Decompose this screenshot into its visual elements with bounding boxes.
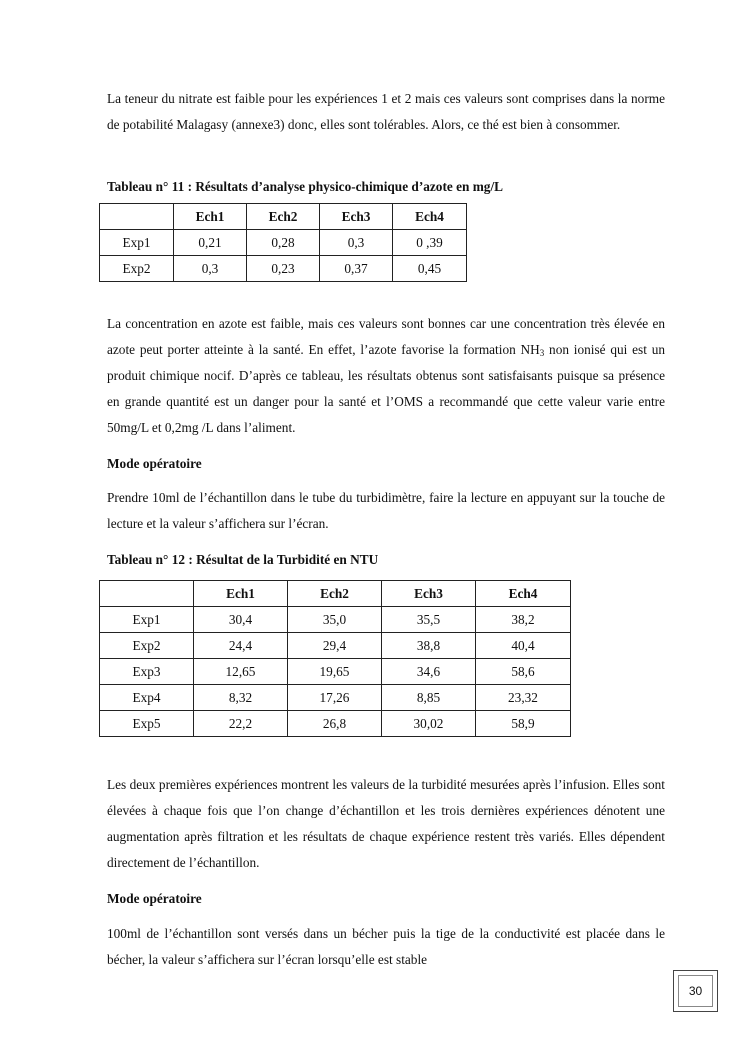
table-cell: 24,4 [194,633,288,659]
table-11-header-ech1: Ech1 [174,204,247,230]
table-cell: 40,4 [476,633,571,659]
table-row [100,633,571,659]
table-cell: 17,26 [288,685,382,711]
table-cell: 22,2 [194,711,288,737]
table-11-azote [99,203,467,282]
table-12-turbidite [99,580,571,737]
paragraph-conductivite: 100ml de l’échantillon sont versés dans un bécher puis la tige de la conductivité est placée dans le bécher, la valeur s’affichera sur l’écran lorsqu’elle est stable [107,926,665,967]
table-cell: Exp2 [100,633,194,659]
table-12-header-row [100,581,571,607]
table-cell: 38,8 [382,633,476,659]
table-cell: 34,6 [382,659,476,685]
nh3-subscript: 3 [539,348,545,358]
table-cell: 0,21 [174,230,247,256]
table-cell: 35,5 [382,607,476,633]
table-11-header-row [100,204,467,230]
table-cell: 0 ,39 [393,230,467,256]
table-cell: 30,4 [194,607,288,633]
table-cell: 0,3 [174,256,247,282]
table-row [100,230,467,256]
table-cell: 12,65 [194,659,288,685]
table-cell: Exp3 [100,659,194,685]
table-cell: 8,32 [194,685,288,711]
paragraph-azote-part-a: La concentration en azote est faible, mais ces valeurs sont bonnes car une concentration très élevée en azote peut porter atteinte à la santé. En effet, l’azote favorise la formation NH [107,316,665,357]
table-12-header-ech4: Ech4 [476,581,571,607]
table-cell: 0,45 [393,256,467,282]
table-cell: 0,37 [320,256,393,282]
table-cell: Exp5 [100,711,194,737]
paragraph-nitrate: La teneur du nitrate est faible pour les expériences 1 et 2 mais ces valeurs sont comprises dans la norme de potabilité Malagasy (annexe3) donc, elles sont tolérables. Alors, ce thé est bien à consommer. [107,91,665,132]
table-12-header-corner [100,581,194,607]
table-cell: 30,02 [382,711,476,737]
table-11-header-corner [100,204,174,230]
table-cell: Exp2 [100,256,174,282]
table-11-header-ech3: Ech3 [320,204,393,230]
table-row [100,607,571,633]
table-cell: Exp1 [100,230,174,256]
table-row [100,685,571,711]
paragraph-azote-part-b: non ionisé qui est un produit chimique nocif. D’après ce tableau, les résultats obtenus sont satisfaisants puisque sa présence en grande quantité est un danger pour la santé et l’OMS a recommandé que cette valeur varie entre 50mg/L et 0,2mg /L dans l’aliment. [107,342,665,435]
table-11-header-ech2: Ech2 [247,204,320,230]
table-cell: 8,85 [382,685,476,711]
table-cell: 26,8 [288,711,382,737]
table-cell: 0,28 [247,230,320,256]
paragraph-turbidimetre: Prendre 10ml de l’échantillon dans le tube du turbidimètre, faire la lecture en appuyant sur la touche de lecture et la valeur s’affichera sur l’écran. [107,490,665,531]
paragraph-turbidite-analyse: Les deux premières expériences montrent les valeurs de la turbidité mesurées après l’infusion. Elles sont élevées à chaque fois que l’on change d’échantillon et les trois dernières expériences dénotent une augmentation après filtration et les résultats de chaque expérience restent très variés. Elles dépendent directement de l’échantillon. [107,777,665,870]
page-number: 30 [678,975,713,1007]
table-row [100,659,571,685]
table-row [100,256,467,282]
table-12-header-ech1: Ech1 [194,581,288,607]
table-cell: 58,6 [476,659,571,685]
table-11-caption: Tableau n° 11 : Résultats d’analyse physico-chimique d’azote en mg/L [107,179,504,194]
table-cell: 38,2 [476,607,571,633]
table-cell: 0,3 [320,230,393,256]
table-cell: 19,65 [288,659,382,685]
table-cell: Exp4 [100,685,194,711]
mode-operatoire-heading-2: Mode opératoire [107,891,202,906]
table-cell: 23,32 [476,685,571,711]
paragraph-azote [107,311,665,441]
table-12-header-ech3: Ech3 [382,581,476,607]
page-number-box [673,970,718,1012]
table-cell: 29,4 [288,633,382,659]
mode-operatoire-heading-1: Mode opératoire [107,456,202,471]
table-cell: 35,0 [288,607,382,633]
table-cell: Exp1 [100,607,194,633]
table-11-header-ech4: Ech4 [393,204,467,230]
table-cell: 0,23 [247,256,320,282]
table-row [100,711,571,737]
table-cell: 58,9 [476,711,571,737]
table-12-caption: Tableau n° 12 : Résultat de la Turbidité en NTU [107,552,379,567]
table-12-header-ech2: Ech2 [288,581,382,607]
